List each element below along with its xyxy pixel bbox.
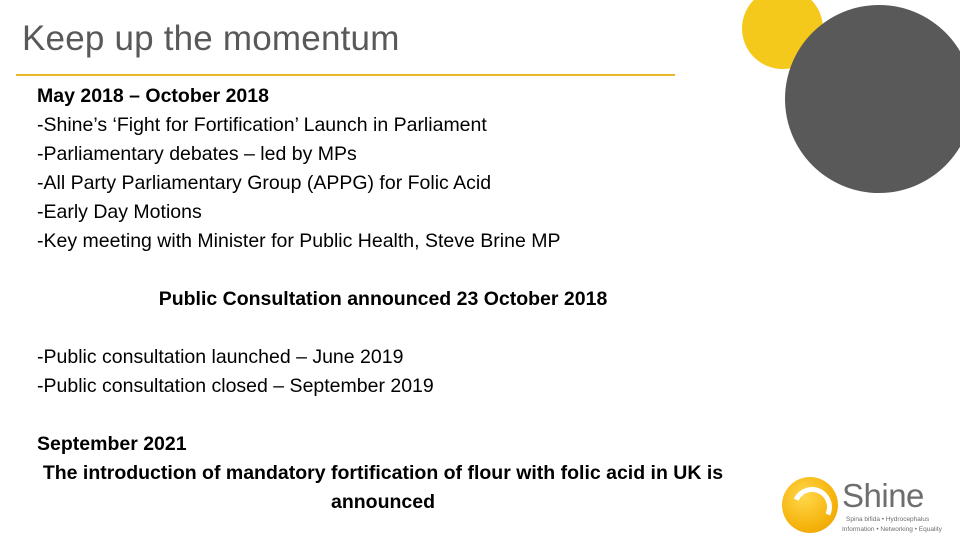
logo-tagline-2: Information • Networking • Equality [842,526,942,533]
bullet-item: -Parliamentary debates – led by MPs [37,143,357,165]
bullet-item: -Early Day Motions [37,201,202,223]
swirl-icon [786,481,837,532]
logo-tagline-1: Spina bifida • Hydrocephalus [846,516,930,523]
decorative-grey-circle [785,5,960,193]
logo-wordmark: Shine [842,477,924,514]
spacer [37,314,797,343]
bullet-item: -Public consultation launched – June 2019 [37,346,404,368]
fortification-statement: The introduction of mandatory fortification of flour with folic acid in UK is announced [42,462,724,513]
spacer [37,256,797,285]
bullet-item: -Shine’s ‘Fight for Fortification’ Launch in Parliament [37,114,487,136]
bullet-item: -Key meeting with Minister for Public Health, Steve Brine MP [37,230,561,252]
bullet-item: -Public consultation closed – September 2019 [37,375,434,397]
slide-body [37,82,797,517]
section-heading-2018: May 2018 – October 2018 [37,85,269,107]
bullet-item: -All Party Parliamentary Group (APPG) for Folic Acid [37,172,492,194]
slide-title: Keep up the momentum [22,19,400,58]
section-heading-2021: September 2021 [37,433,187,455]
shine-logo [782,475,952,537]
spacer [37,401,797,430]
shine-logo-mark-icon [782,477,838,533]
consultation-announcement: Public Consultation announced 23 October 2018 [158,288,608,310]
title-underline [16,74,675,76]
